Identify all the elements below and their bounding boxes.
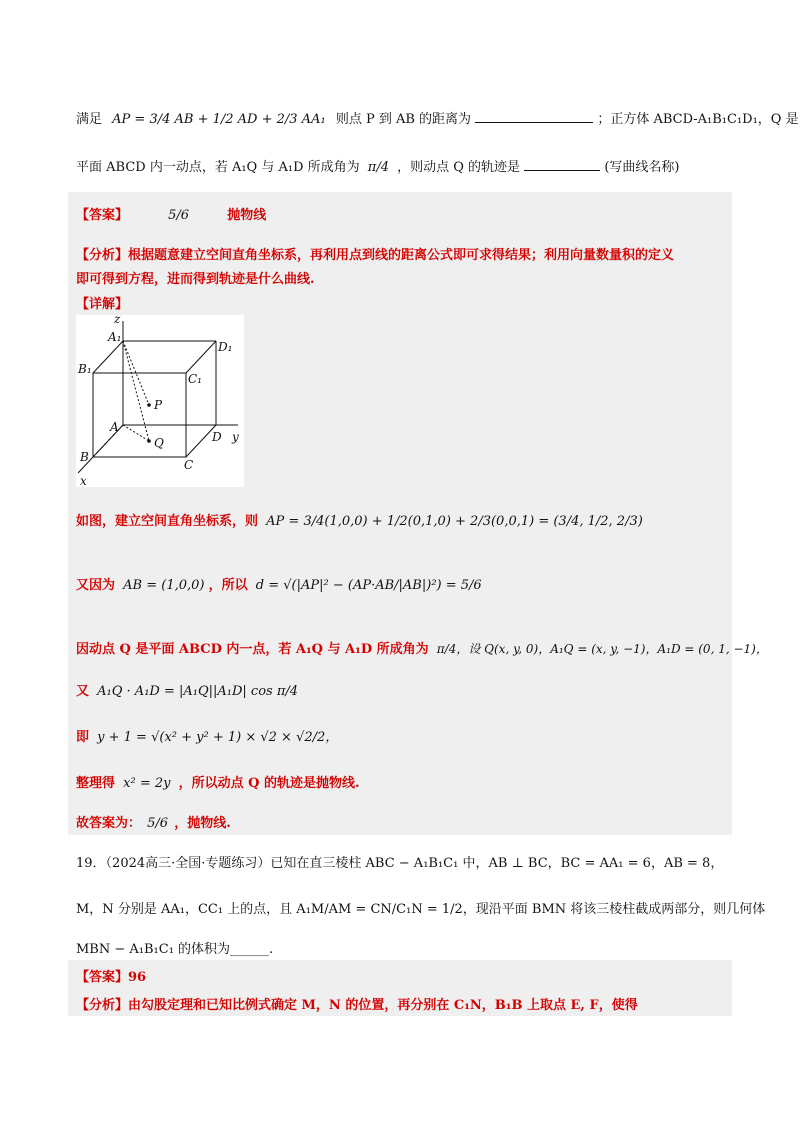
- detail18-dot-product-formula: A₁Q · A₁D = |A₁Q||A₁D| cos π/4: [97, 684, 299, 699]
- detail18-ap-formula: AP = 3/4(1,0,0) + 1/2(0,1,0) + 2/3(0,0,1) = (3/4, 1/2, 2/3): [266, 514, 643, 529]
- fig-label-c1: C₁: [188, 372, 202, 386]
- detail18-ie-text: 即: [76, 730, 90, 745]
- answer19-value: 96: [128, 970, 147, 985]
- q19-line1: [76, 852, 732, 871]
- detail18-label: 【详解】: [76, 297, 129, 312]
- answer19-label: 【答案】: [76, 970, 129, 985]
- detail18-coord-text: 如图，建立空间直角坐标系，则: [76, 514, 259, 529]
- detail18-equation: y + 1 = √(x² + y² + 1) × √2 × √2/2，: [97, 730, 339, 745]
- detail18-ab-vector: AB = (1,0,0): [123, 578, 205, 593]
- fig-label-b: B: [80, 450, 89, 464]
- detail18-final-value: 5/6: [147, 816, 169, 831]
- fig-label-c: C: [184, 458, 194, 472]
- detail18-setup-formula: π/4，设 Q(x, y, 0)，A₁Q = (x, y, −1)，A₁D = (0, 1, −1)，: [436, 642, 768, 656]
- q18-line2: [76, 156, 732, 175]
- q18-distance-question: 则点 P 到 AB 的距离为: [335, 112, 472, 127]
- detail18-simplify-text: 整理得: [76, 776, 116, 791]
- analysis19-text: 由勾股定理和已知比例式确定 M，N 的位置，再分别在 C₁N，B₁B 上取点 E, F，使得: [128, 998, 638, 1013]
- q18-vector-formula: AP = 3/4 AB + 1/2 AD + 2/3 AA₁: [112, 112, 326, 127]
- detail18-also-text: 又: [76, 684, 90, 699]
- detail18-distance-formula: d = √(|AP|² − (AP·AB/|AB|)²) = 5/6: [255, 578, 482, 593]
- detail18-final-curve: ，抛物线.: [174, 816, 231, 831]
- fig-label-p: P: [154, 398, 163, 412]
- analysis18-text1: 根据题意建立空间直角坐标系，再利用点到线的距离公式即可求得结果；利用向量数量积的定义: [128, 248, 675, 263]
- detail18-line6: [76, 772, 732, 791]
- cube-figure: [76, 315, 244, 487]
- detail18-line2: [76, 574, 732, 593]
- fig-label-d1: D₁: [218, 340, 233, 354]
- answer18-row: [76, 204, 732, 223]
- detail18-line3: [76, 638, 768, 657]
- q19-stem-line2: M，N 分别是 AA₁，CC₁ 上的点，且 A₁M/AM = CN/C₁N = 1/2，现沿平面 BMN 将该三棱柱截成两部分，则几何体: [76, 902, 766, 917]
- answer18-value2: 抛物线: [227, 208, 267, 223]
- q19-line3: [76, 938, 732, 957]
- q19-stem-line3: MBN − A₁B₁C₁ 的体积为______.: [76, 942, 274, 957]
- detail18-parabola-equation: x² = 2y: [123, 776, 171, 791]
- q18-line1: [76, 108, 799, 127]
- q18-locus-question: ，则动点 Q 的轨迹是: [397, 160, 521, 175]
- fig-label-d: D: [212, 430, 222, 444]
- answer18-label: 【答案】: [76, 208, 129, 223]
- answer19-row: [76, 966, 732, 985]
- q18-cube-intro: ；正方体 ABCD-A₁B₁C₁D₁，Q 是: [597, 112, 799, 127]
- analysis18-text2: 即可得到方程，进而得到轨迹是什么曲线.: [76, 272, 315, 287]
- q18-prefix: 满足: [76, 112, 103, 127]
- analysis18-line2: [76, 268, 732, 287]
- q19-line2: [76, 898, 766, 917]
- fig-label-a: A: [110, 420, 119, 434]
- detail18-line7: [76, 812, 732, 831]
- detail18-moving-point-text: 因动点 Q 是平面 ABCD 内一点，若 A₁Q 与 A₁D 所成角为: [76, 642, 429, 657]
- detail18-because-text: 又因为: [76, 578, 116, 593]
- detail18-so-text: ，所以: [208, 578, 248, 593]
- q18-angle-value: π/4: [367, 160, 389, 175]
- analysis18-line1: [76, 244, 732, 263]
- analysis19-row: [76, 994, 732, 1013]
- detail18-line5: [76, 726, 732, 745]
- analysis18-label: 【分析】: [76, 248, 129, 263]
- q18-hint: (写曲线名称): [604, 160, 680, 175]
- fig-label-y: y: [232, 430, 239, 444]
- fig-label-b1: B₁: [78, 362, 92, 376]
- detail18-final-label: 故答案为：: [76, 816, 142, 831]
- fig-label-x: x: [80, 474, 87, 487]
- detail18-line1: [76, 510, 732, 529]
- q18-angle-condition: 平面 ABCD 内一动点，若 A₁Q 与 A₁D 所成角为: [76, 160, 360, 175]
- q18-blank-2: [524, 170, 600, 171]
- detail18-conclusion-text: ，所以动点 Q 的轨迹是抛物线.: [178, 776, 360, 791]
- analysis19-label: 【分析】: [76, 998, 129, 1013]
- fig-label-a1: A₁: [108, 330, 122, 344]
- fig-label-z: z: [114, 315, 121, 326]
- fig-label-q: Q: [154, 436, 164, 450]
- detail18-label-row: [76, 293, 732, 312]
- q18-blank-1: [475, 122, 593, 123]
- answer18-value1: 5/6: [168, 208, 190, 223]
- detail18-line4: [76, 680, 732, 699]
- q19-stem-line1: 19．（2024高三·全国·专题练习）已知在直三棱柱 ABC − A₁B₁C₁ 中，AB ⊥ BC，BC = AA₁ = 6，AB = 8，: [76, 856, 724, 871]
